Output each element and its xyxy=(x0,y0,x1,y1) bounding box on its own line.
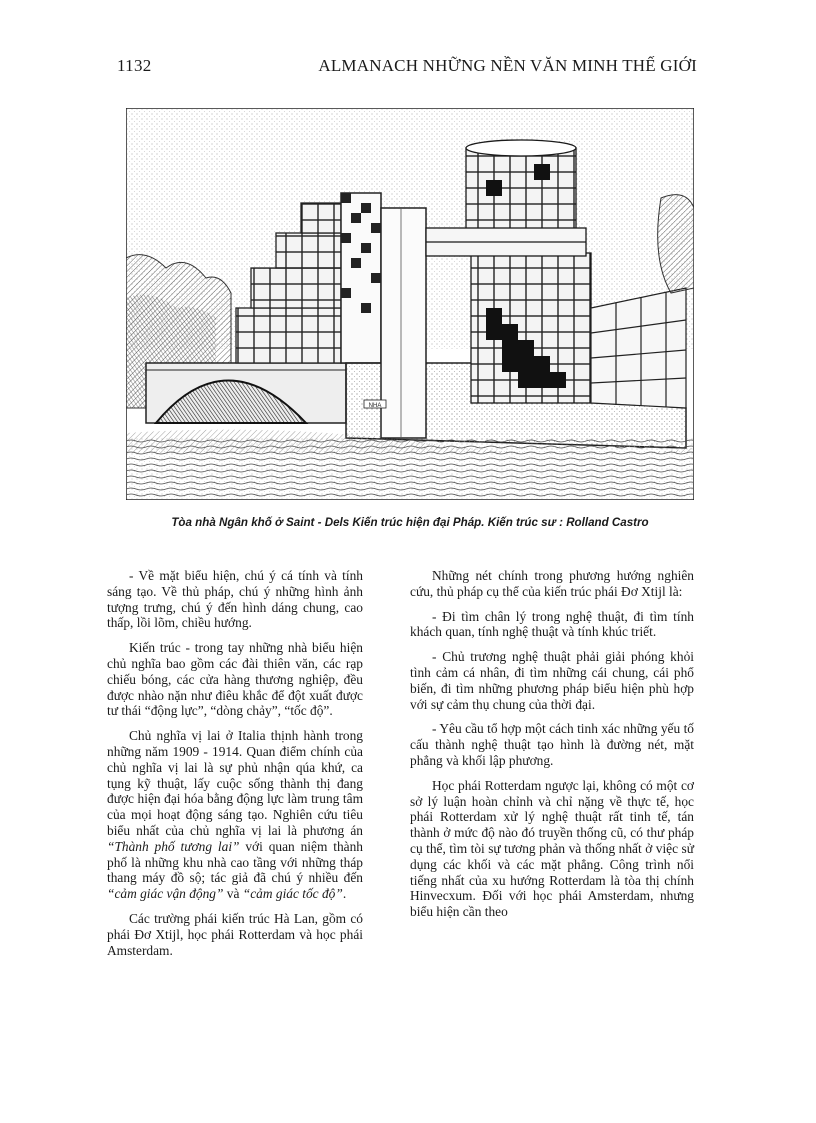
left-paragraph-2: Kiến trúc - trong tay những nhà biểu hiện chủ nghĩa bao gồm các đài thiên văn, các rạp chiếu bóng, các cửa hàng thương nghiệp, đều được nhào nặn như điêu khắc để đột xuất được tư thái “động lực”, “dòng chảy”, “tốc độ”. xyxy=(107,640,363,719)
italic-phrase: “cảm giác tốc độ” xyxy=(242,886,343,902)
text-run: và xyxy=(223,886,243,902)
building-sign-text: NHA xyxy=(368,403,382,409)
text-run: Chủ nghĩa vị lai ở Italia thịnh hành trong những năm 1909 - 1914. Quan điểm chính của chủ nghĩa vị lai là sự phủ nhận qúa khứ, ca tụng kỹ thuật, lấy cuộc sống thành thị đang được hiện đại hóa bằng động lực làm trung tâm của mọi hoạt động sáng tạo. Nghiên cứu tiêu biểu nhất của chủ nghĩa vị lai là phương án xyxy=(107,728,363,838)
text-run: . xyxy=(342,886,347,902)
left-column xyxy=(107,568,363,967)
right-paragraph-2: - Đi tìm chân lý trong nghệ thuật, đi tìm tính khách quan, tính nghệ thuật và tính khúc triết. xyxy=(410,608,694,640)
right-paragraph-1: Những nét chính trong phương hướng nghiên cứu, thủ pháp cụ thể của kiến trúc phái Đơ Xtijl là: xyxy=(410,568,694,599)
right-paragraph-5: Học phái Rotterdam ngược lại, không có một cơ sở lý luận hoàn chỉnh và chỉ nặng về thực tế, học phái Rotterdam xử lý nghệ thuật rất tinh tế, tán thành ở mức độ nào đó truyền thống cũ, có thư pháp cụ thể, tìm tòi sự tương phản và thống nhất ở việc sử dụng các khối và các mặt phẳng. Công trình nổi tiếng nhất của xu hướng Rotterdam là tòa thị chính Hinvecxum. Đối với học phái Amsterdam, nhưng biểu hiện cần theo xyxy=(410,777,694,920)
right-column xyxy=(410,568,694,929)
italic-phrase: “Thành phố tương lai” xyxy=(107,838,240,854)
left-paragraph-3 xyxy=(107,728,363,902)
page-header xyxy=(117,56,697,80)
figure-caption: Tòa nhà Ngân khố ở Saint - Dels Kiến trúc hiện đại Pháp. Kiến trúc sư : Rolland Castro xyxy=(171,516,649,529)
running-title: ALMANACH NHỮNG NỀN VĂN MINH THẾ GIỚI xyxy=(318,56,697,75)
right-paragraph-4: - Yêu cầu tổ hợp một cách tinh xác những yếu tố cấu thành nghệ thuật tạo hình là đường nét, mặt phẳng và khối lập phương. xyxy=(410,721,694,768)
page-number: 1132 xyxy=(117,56,152,75)
architecture-illustration xyxy=(126,108,694,500)
left-paragraph-4: Các trường phái kiến trúc Hà Lan, gồm có phái Đơ Xtijl, học phái Rotterdam và học phái Amsterdam. xyxy=(107,910,363,958)
left-paragraph-1: - Về mặt biểu hiện, chú ý cá tính và tính sáng tạo. Về thủ pháp, chú ý những hình ảnh tượng trưng, chú ý đến hình dáng chung, cao thấp, lồi lõm, chiều hướng. xyxy=(107,568,363,631)
italic-phrase: “cảm giác vận động” xyxy=(107,886,224,902)
text-run: với quan niệm thành phố là những khu nhà cao tầng với những tháp thang máy đồ sộ; tác giả đã chú ý nhiều đến xyxy=(107,838,363,886)
right-paragraph-3: - Chủ trương nghệ thuật phải giải phóng khỏi tình cảm cá nhân, đi tìm những cái chung, cái phổ biến, đi tìm những phương pháp biểu hiện phù hợp với sự cảm thụ chung của thời đại. xyxy=(410,649,694,712)
